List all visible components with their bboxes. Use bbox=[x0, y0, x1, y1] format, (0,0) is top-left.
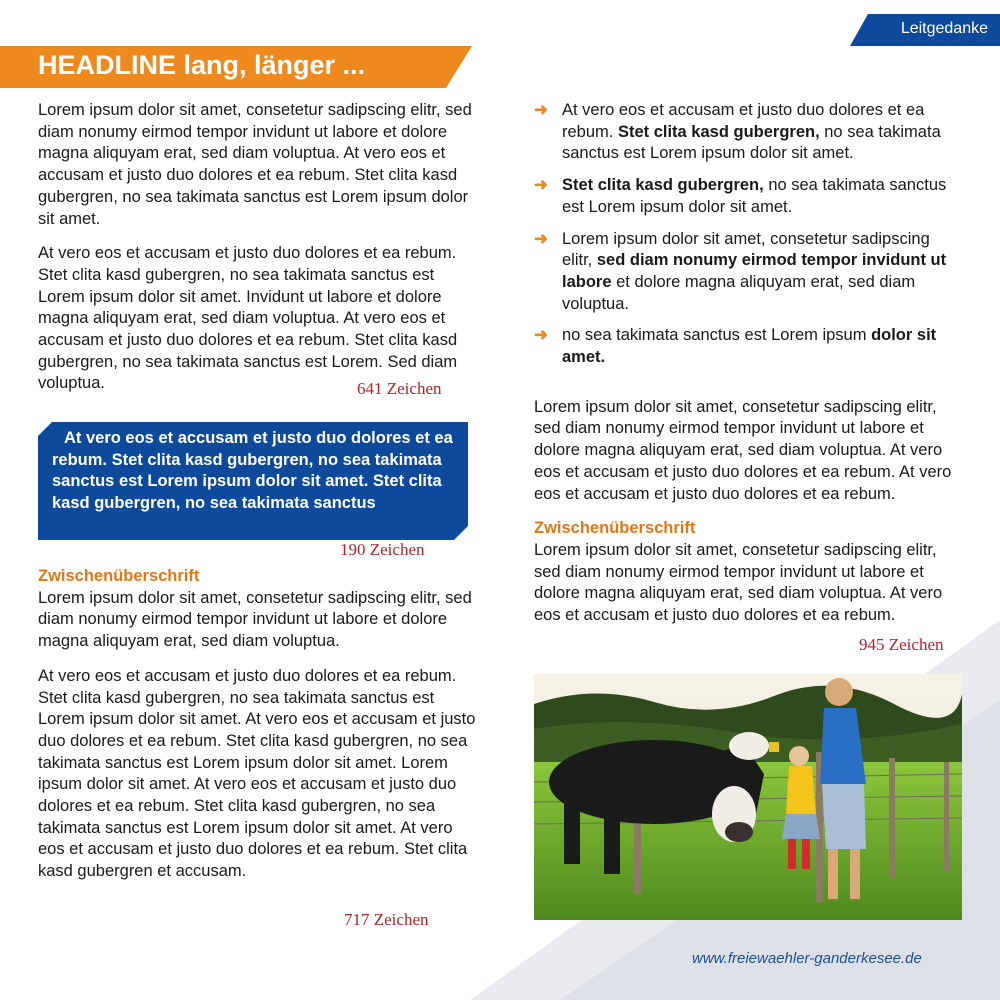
body-paragraph: Lorem ipsum dolor sit amet, consetetur sadipscing elitr, sed diam nonumy eirmod tempor invidunt ut labore et dolore magna aliquyam erat, sed diam voluptua. At vero eos et accusam et justo duo dolores et ea rebum. bbox=[534, 540, 943, 625]
quote-text: At vero eos et accusam et justo duo dolores et ea rebum. Stet clita kasd gubergren, no sea takimata sanctus est Lorem ipsum dolor sit amet. Stet clita kasd gubergren, no sea takimata sanctus bbox=[52, 429, 453, 513]
list-item: ➜ At vero eos et accusam et justo duo dolores et ea rebum. Stet clita kasd gubergren, no sea takimata sanctus est Lorem ipsum dolor sit amet. bbox=[534, 101, 941, 163]
left-column-lower bbox=[38, 566, 476, 883]
character-count: 190 Zeichen bbox=[340, 540, 425, 559]
footer-website-link[interactable]: www.freiewaehler-ganderkesee.de bbox=[692, 950, 922, 967]
subheading: Zwischenüberschrift bbox=[38, 567, 200, 585]
section-tag bbox=[850, 14, 1000, 46]
list-item: ➜ no sea takimata sanctus est Lorem ipsum dolor sit amet. bbox=[534, 326, 937, 367]
body-paragraph: Lorem ipsum dolor sit amet, consetetur sadipscing elitr, sed diam nonumy eirmod tempor invidunt ut labore et dolore magna aliquyam erat, sed diam voluptua. At vero eos et accusam et justo duo dolores et ea rebum. At vero eos et accusam et justo duo dolores et ea rebum. bbox=[534, 397, 952, 503]
right-column bbox=[534, 100, 964, 627]
left-column bbox=[38, 100, 476, 395]
body-paragraph: Lorem ipsum dolor sit amet, consetetur sadipscing elitr, sed diam nonumy eirmod tempor invidunt ut labore et dolore magna aliquyam erat, sed diam voluptua. bbox=[38, 588, 472, 651]
body-paragraph: At vero eos et accusam et justo duo dolores et ea rebum. Stet clita kasd gubergren, no sea takimata sanctus est Lorem ipsum dolor sit amet. Invidunt ut labore et dolore magna aliquyam erat, sed diam voluptua. At vero eos et accusam et justo duo dolores et ea rebum. Stet clita kasd gubergren, no sea takimata sanctus est Lorem. Sed diam voluptua. bbox=[38, 244, 458, 393]
character-count: 945 Zeichen bbox=[859, 635, 944, 654]
character-count: 717 Zeichen bbox=[344, 910, 429, 929]
farm-photo bbox=[534, 674, 962, 920]
headline-banner bbox=[0, 46, 472, 88]
list-item: ➜ Stet clita kasd gubergren, no sea takimata sanctus est Lorem ipsum dolor sit amet. bbox=[534, 176, 947, 216]
quote-box bbox=[38, 422, 468, 540]
arrow-icon: ➜ bbox=[534, 326, 548, 345]
arrow-icon: ➜ bbox=[534, 101, 548, 119]
character-count: 641 Zeichen bbox=[357, 379, 442, 398]
list-item: ➜ Lorem ipsum dolor sit amet, consetetur sadipscing elitr, sed diam nonumy eirmod tempor invidunt ut labore et dolore magna aliquyam erat, sed diam voluptua. bbox=[534, 229, 947, 313]
arrow-icon: ➜ bbox=[534, 229, 548, 248]
arrow-icon: ➜ bbox=[534, 176, 548, 195]
subheading: Zwischenüberschrift bbox=[534, 519, 696, 538]
body-paragraph: At vero eos et accusam et justo duo dolores et ea rebum. Stet clita kasd gubergren, no sea takimata sanctus est Lorem ipsum dolor sit amet. At vero eos et accusam et justo duo dolores et ea rebum. Stet clita kasd gubergren, no sea takimata sanctus est Lorem ipsum dolor sit amet. Lorem ipsum dolor sit amet. At vero eos et accusam et justo duo dolores et ea rebum. Stet clita kasd gubergren, no sea takimata sanctus est Lorem ipsum dolor sit amet. At vero eos et accusam et justo duo dolores et ea rebum. Stet clita kasd gubergren et accusam. bbox=[38, 666, 476, 881]
bullet-list bbox=[534, 100, 964, 369]
body-paragraph: Lorem ipsum dolor sit amet, consetetur sadipscing elitr, sed diam nonumy eirmod tempor invidunt ut labore et dolore magna aliquyam erat, sed diam voluptua. At vero eos et accusam et justo duo dolores et ea rebum. Stet clita kasd gubergren, no sea takimata sanctus est Lorem ipsum dolor sit amet. bbox=[38, 101, 472, 228]
headline-text: HEADLINE lang, länger ... bbox=[38, 50, 366, 80]
section-tag-label: Leitgedanke bbox=[900, 20, 988, 37]
